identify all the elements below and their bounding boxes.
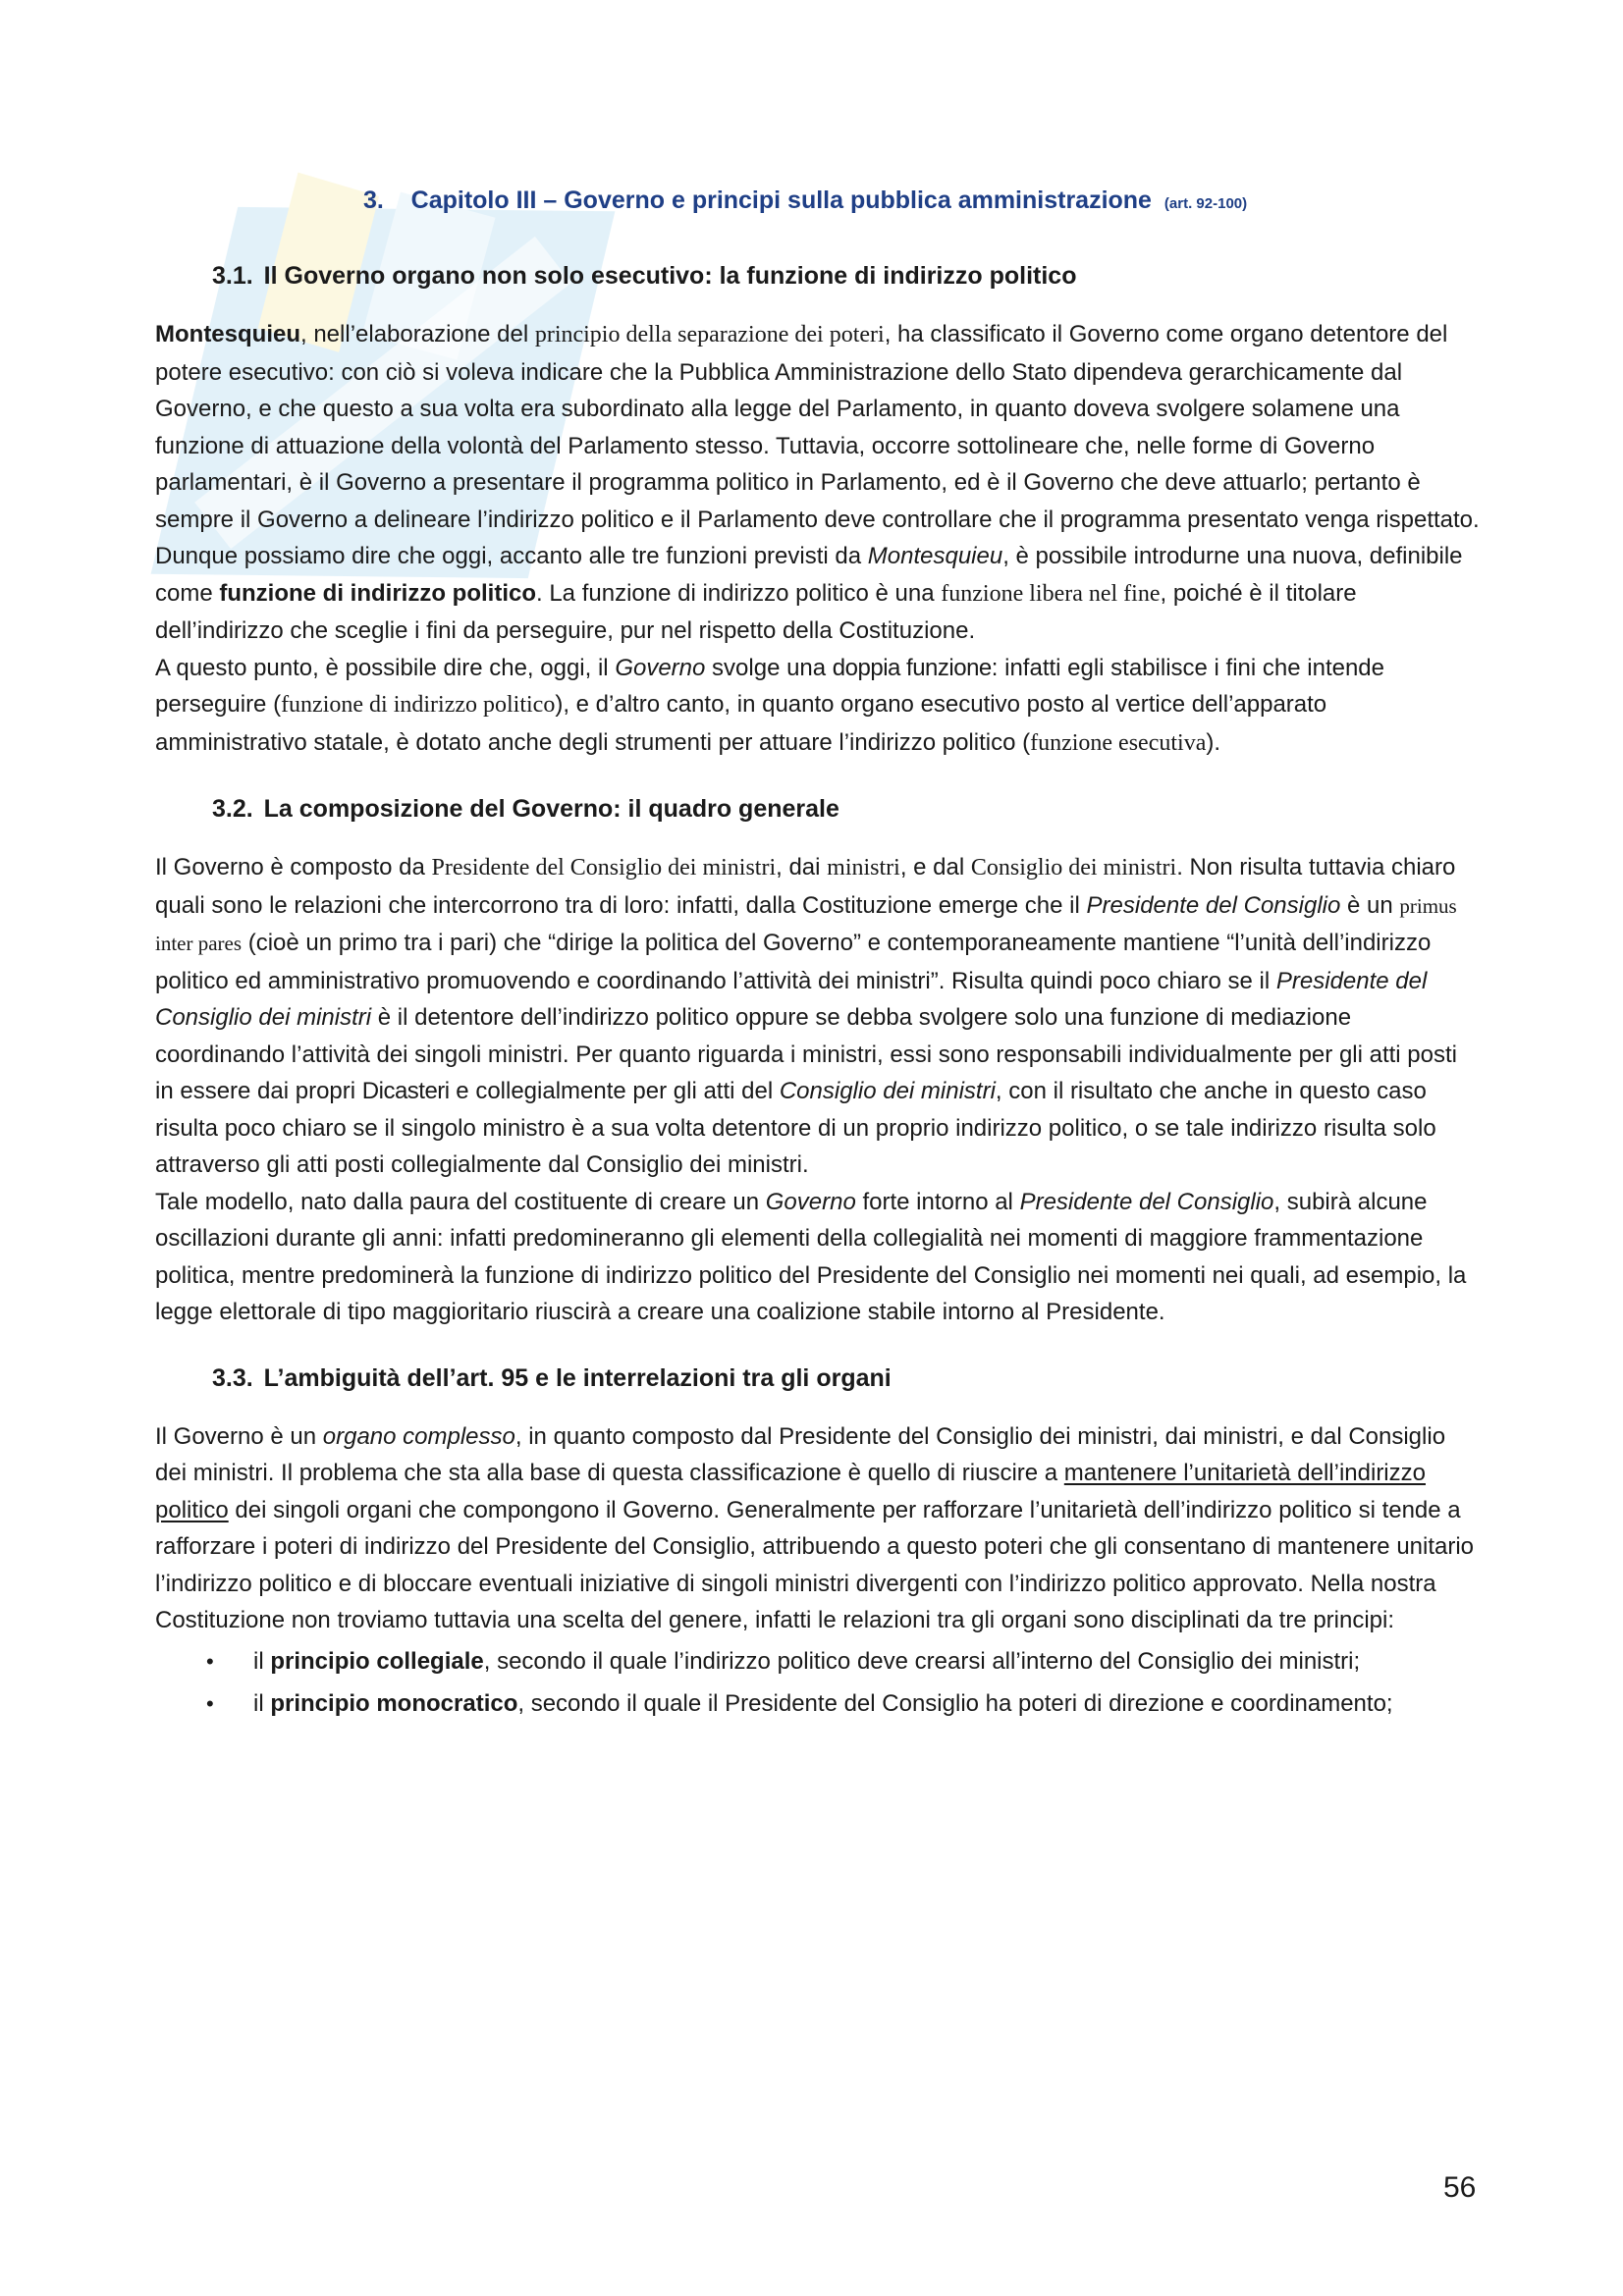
serif-term: Consiglio dei ministri: [970, 855, 1177, 881]
section-number: 3.2.: [212, 795, 253, 823]
page-number: 56: [1443, 2171, 1477, 2204]
italic-term: Presidente del Consiglio: [1019, 1188, 1274, 1215]
italic-term: Consiglio dei ministri: [779, 1078, 996, 1104]
chapter-articles: (art. 92-100): [1163, 195, 1248, 212]
italic-term: Presidente del Consiglio dei ministri: [155, 967, 1428, 1031]
text-run: dei singoli organi che compongono il Governo. Generalmente per rafforzare l’unitarietà dell’indirizzo politico si tende a rafforzare i poteri di indirizzo del Presidente del Consiglio, attribuendo a questo poteri che gli consentano di mantenere unitario l’indirizzo politico e di bloccare eventuali iniziative di singoli ministri divergenti con l’indirizzo politico approvato. Nella nostra Costituzione non troviamo tuttavia una scelta del genere, infatti le relazioni tra gli organi sono disciplinati da tre principi:: [155, 1496, 1475, 1633]
alt-font-term: Dicasteri: [361, 1078, 450, 1104]
section-title: Il Governo organo non solo esecutivo: la funzione di indirizzo politico: [263, 262, 1077, 290]
text-run: , ha classificato il Governo come organo detentore del potere esecutivo: con ciò si voleva indicare che la Pubblica Amministrazione dello Stato dipendeva gerarchicamente dal Governo, e che questo a sua volta era subordinato alla legge del Parlamento, in quanto doveva svolgere solamene una funzione di attuazione della volontà del Parlamento stesso. Tuttavia, occorre sottolineare che, nelle forme di Governo parlamentari, è il Governo a presentare il programma politico in Parlamento, ed è il Governo che deve attuarlo; pertanto è sempre il Governo a delineare l’indirizzo politico e il Parlamento deve controllare che il programma presentato venga rispettato. Dunque possiamo dire che oggi, accanto alle tre funzioni previsti da: [155, 321, 1480, 569]
text-run: Il Governo è composto da: [155, 854, 432, 881]
italic-term: organo complesso: [322, 1422, 515, 1450]
serif-term: ministri: [827, 855, 900, 881]
serif-term: funzione di indirizzo politico: [281, 692, 556, 718]
bold-term: principio monocratico: [270, 1690, 518, 1717]
text-run: ).: [1206, 728, 1221, 756]
text-run: , subirà alcune oscillazioni durante gli anni: infatti predomineranno gli elementi della collegialità nei momenti di maggiore frammentazione politica, mentre predominerà la funzione di indirizzo politico del Presidente del Consiglio nei momenti nei quali, ad esempio, la legge elettorale di tipo maggioritario riuscirà a creare una coalizione stabile intorno al Presidente.: [155, 1188, 1467, 1325]
text-run: , in quanto composto dal Presidente del Consiglio dei ministri, dai ministri, e dal Consiglio dei ministri. Il problema che sta alla base di questa classificazione è quello di riuscire a: [155, 1422, 1446, 1486]
chapter-title: [363, 187, 1481, 215]
document-page: [155, 187, 1481, 1729]
text-run: , e dal: [899, 854, 971, 881]
paragraph: [155, 849, 1481, 1184]
list-item: [155, 1643, 1481, 1681]
text-run: e collegialmente per gli atti del: [449, 1078, 780, 1104]
text-run: A questo punto, è possibile dire che, oggi, il: [155, 654, 616, 681]
serif-term: funzione libera nel fine: [941, 580, 1161, 607]
bullet-icon: •: [206, 1691, 214, 1716]
bullet-icon: •: [206, 1648, 214, 1674]
text-run: , poiché è il titolare dell’indirizzo che sceglie i fini da perseguire, pur nel rispetto della Costituzione.: [155, 579, 1357, 644]
serif-term: primus inter pares: [155, 893, 1457, 955]
principles-list: [155, 1643, 1481, 1723]
alt-font-term: doppia funzione: [832, 654, 992, 681]
text-run: (cioè un primo tra i pari) che “dirige la politica del Governo” e contemporaneamente mantiene “l’unità dell’indirizzo politico ed amministrativo promuovendo e coordinando l’attività dei ministri”. Risulta quindi poco chiaro se il: [155, 930, 1432, 994]
section-title: L’ambiguità dell’art. 95 e le interrelazioni tra gli organi: [263, 1363, 892, 1392]
text-run: svolge una: [705, 654, 833, 681]
underlined-term: mantenere l’unitarietà dell’indirizzo politico: [155, 1460, 1426, 1523]
text-run: . Non risulta tuttavia chiaro quali sono le relazioni che intercorrono tra di loro: infatti, dalla Costituzione emerge che il: [155, 854, 1456, 919]
chapter-title-text: Capitolo III – Governo e principi sulla pubblica amministrazione: [410, 187, 1152, 214]
list-item: [155, 1685, 1481, 1723]
text-run: è il detentore dell’indirizzo politico oppure se debba svolgere solo una funzione di mediazione coordinando l’attività dei singoli ministri. Per quanto riguarda i ministri, essi sono responsabili individualmente per gli atti posti in essere dai propri: [155, 1004, 1457, 1104]
italic-term: Presidente del Consiglio: [1086, 891, 1341, 919]
serif-term: Presidente del Consiglio dei ministri: [431, 855, 777, 881]
text-run: . La funzione di indirizzo politico è una: [536, 579, 942, 607]
italic-term: Montesquieu: [867, 543, 1003, 569]
paragraph: [155, 650, 1481, 763]
text-run: ), e d’altro canto, in quanto organo esecutivo posto al vertice dell’apparato amministrativo statale, è dotato anche degli strumenti per attuare l’indirizzo politico (: [155, 691, 1327, 756]
bold-term: funzione di indirizzo politico: [219, 579, 536, 607]
section-number: 3.3.: [212, 1363, 253, 1392]
section-number: 3.1.: [212, 262, 253, 290]
text-run: , nell’elaborazione del: [300, 321, 535, 347]
text-run: , secondo il quale l’indirizzo politico deve crearsi all’interno del Consiglio dei ministri;: [483, 1647, 1361, 1675]
text-run: il: [253, 1647, 271, 1675]
serif-term: funzione esecutiva: [1030, 729, 1207, 756]
section-heading-3-1: [212, 262, 1481, 291]
text-run: Tale modello, nato dalla paura del costituente di creare un: [155, 1188, 766, 1215]
paragraph: [155, 1184, 1481, 1331]
text-run: il: [253, 1690, 271, 1717]
bold-term: principio collegiale: [270, 1647, 484, 1675]
text-run: , con il risultato che anche in questo caso risulta poco chiaro se il singolo ministro è a sua volta detentore di un proprio indirizzo politico, o se tale indirizzo risulta solo attraverso gli atti posti collegialmente dal Consiglio dei ministri.: [155, 1078, 1436, 1178]
section-title: La composizione del Governo: il quadro generale: [263, 795, 839, 823]
text-run: , dai: [776, 854, 828, 881]
section-heading-3-2: [212, 795, 1481, 824]
text-run: Il Governo è un: [155, 1422, 323, 1450]
chapter-number: 3.: [363, 187, 384, 214]
section-heading-3-3: [212, 1364, 1481, 1393]
text-run: è un: [1340, 891, 1400, 919]
text-run: forte intorno al: [855, 1188, 1020, 1215]
paragraph: [155, 316, 1481, 650]
text-run: , è possibile introdurne una nuova, definibile come: [155, 543, 1463, 607]
italic-term: Governo: [765, 1188, 856, 1215]
italic-term: Governo: [615, 654, 706, 681]
text-run: : infatti egli stabilisce i fini che intende perseguire (: [155, 654, 1384, 718]
paragraph: [155, 1418, 1481, 1639]
serif-term: principio della separazione dei poteri: [534, 322, 885, 347]
bold-term: Montesquieu: [155, 321, 300, 347]
text-run: , secondo il quale il Presidente del Consiglio ha poteri di direzione e coordinamento;: [517, 1690, 1393, 1717]
